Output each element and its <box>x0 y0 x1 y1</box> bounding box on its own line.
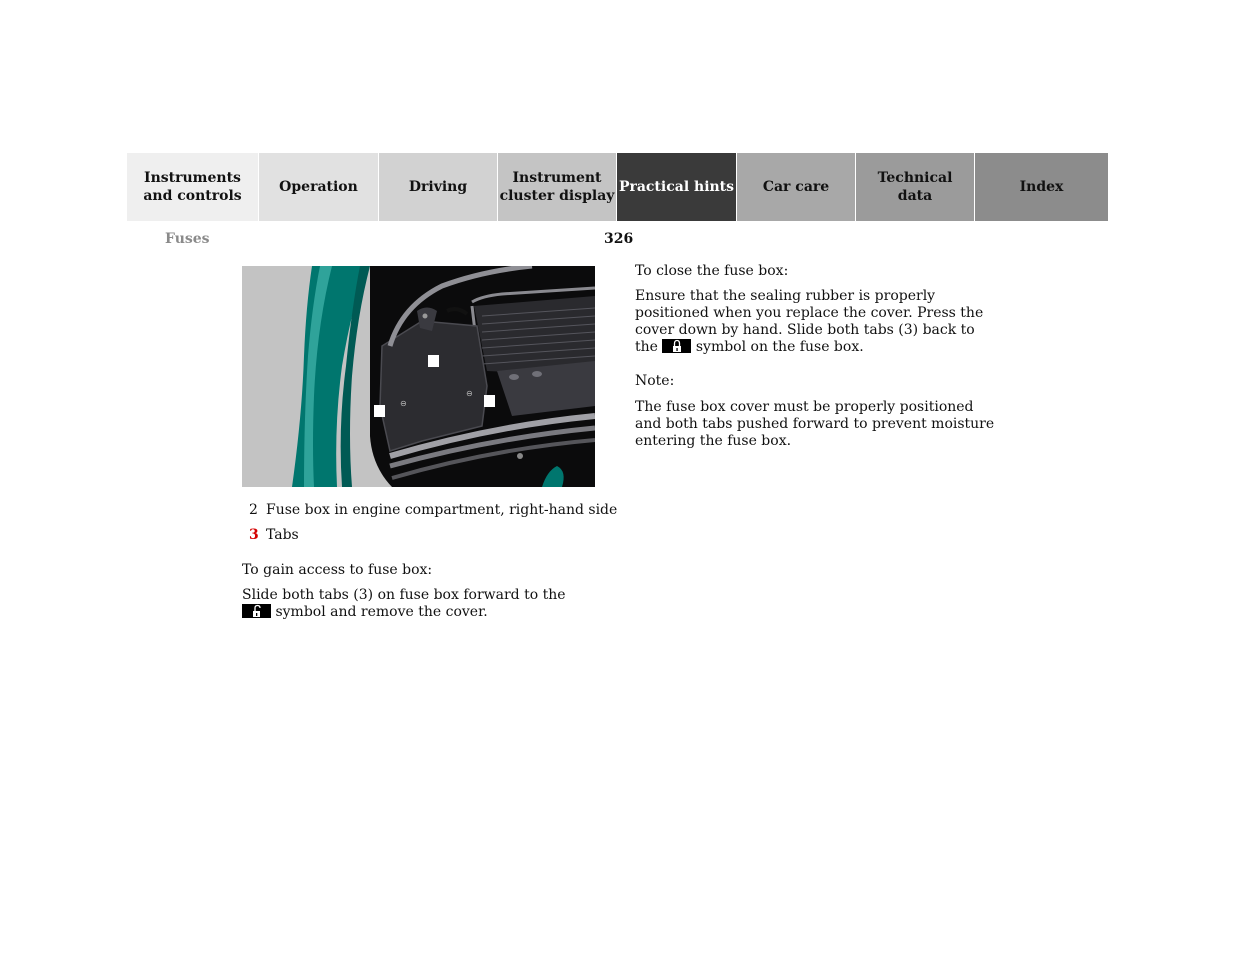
legend-text: Tabs <box>266 527 299 543</box>
tab-driving[interactable]: Driving <box>379 153 498 221</box>
padlock-closed-icon <box>662 339 691 353</box>
access-text-after: symbol and remove the cover. <box>275 604 488 620</box>
legend-number: 2 <box>249 502 258 518</box>
access-instructions <box>242 587 582 621</box>
access-heading: To gain access to fuse box: <box>242 562 433 578</box>
note-text: The fuse box cover must be properly positioned and both tabs pushed forward to prevent moisture entering the fuse box. <box>635 399 995 449</box>
close-text-before: Ensure that the sealing rubber is properly positioned when you replace the cover. Press the cover down by hand. Slide both tabs (3) back to the <box>635 288 984 355</box>
section-title: Fuses <box>165 231 210 247</box>
tab-practical-hints[interactable]: Practical hints <box>617 153 737 221</box>
page-number: 326 <box>604 231 634 247</box>
access-text-before: Slide both tabs (3) on fuse box forward to the <box>242 587 566 603</box>
svg-text:⊖: ⊖ <box>466 389 473 398</box>
legend-item <box>249 501 617 519</box>
legend-item <box>249 526 299 544</box>
fuse-box-illustration <box>242 266 595 487</box>
tab-index[interactable]: Index <box>975 153 1108 221</box>
close-text-after: symbol on the fuse box. <box>695 339 864 355</box>
tab-operation[interactable]: Operation <box>259 153 379 221</box>
tab-car-care[interactable]: Car care <box>737 153 856 221</box>
legend-number: 3 <box>249 527 259 543</box>
legend-text: Fuse box in engine compartment, right-hand side <box>266 502 618 518</box>
tab-instrument-cluster-display[interactable]: Instrument cluster display <box>498 153 617 221</box>
chapter-nav <box>127 153 1108 221</box>
close-heading: To close the fuse box: <box>635 263 789 279</box>
padlock-open-icon <box>242 604 271 618</box>
note-heading: Note: <box>635 373 675 389</box>
close-instructions <box>635 288 995 356</box>
svg-text:⊖: ⊖ <box>400 399 407 408</box>
tab-instruments-and-controls[interactable]: Instruments and controls <box>127 153 259 221</box>
tab-technical-data[interactable]: Technical data <box>856 153 975 221</box>
